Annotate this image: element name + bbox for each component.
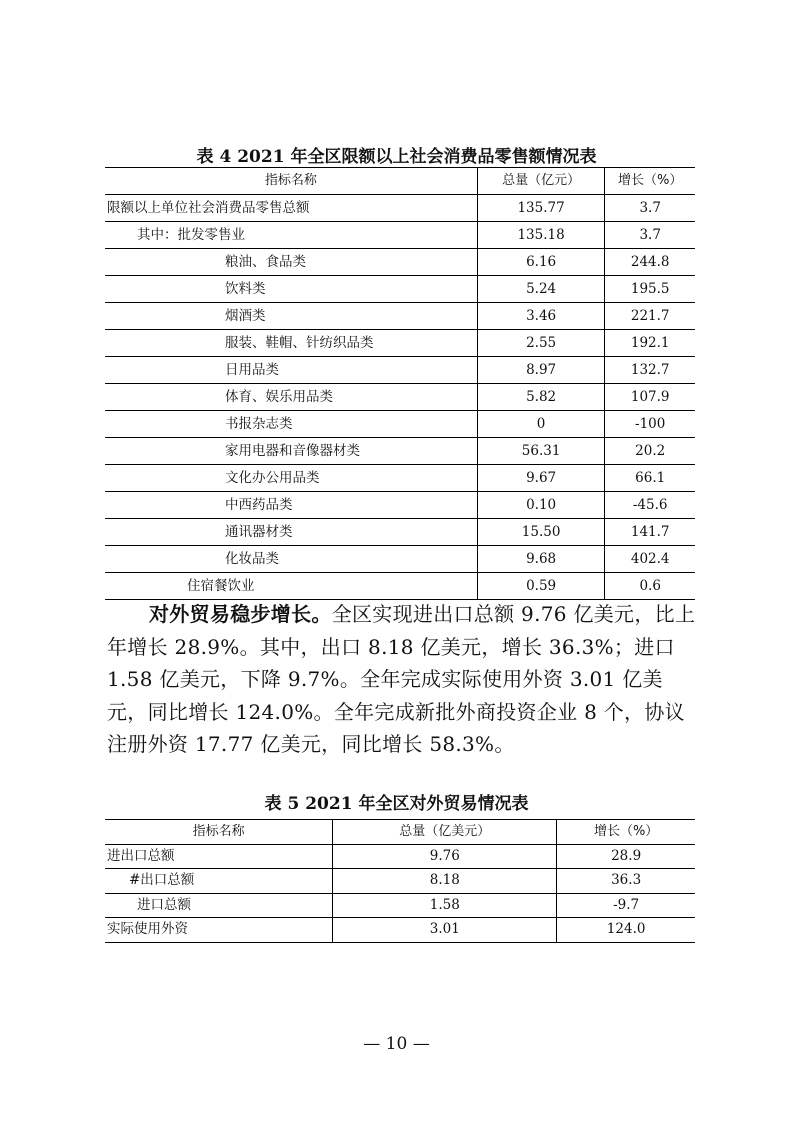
row-name: 家用电器和音像器材类	[225, 443, 360, 459]
row-name: 中西药品类	[225, 497, 293, 513]
row-total: 3.46	[477, 303, 605, 330]
row-growth: 221.7	[605, 303, 695, 330]
row-name: 实际使用外资	[107, 921, 188, 937]
row-name: 化妆品类	[225, 551, 279, 567]
row-total: 135.18	[477, 222, 605, 249]
row-total: 8.18	[333, 869, 557, 894]
table-row	[105, 546, 695, 573]
row-name: 书报杂志类	[225, 416, 293, 432]
row-total: 135.77	[477, 195, 605, 222]
foreign-trade-paragraph	[107, 598, 697, 761]
row-growth: 28.9	[557, 844, 695, 869]
row-growth: 36.3	[557, 869, 695, 894]
row-growth: 244.8	[605, 249, 695, 276]
header-total: 总量（亿美元）	[333, 820, 557, 845]
row-growth: 192.1	[605, 330, 695, 357]
row-name: 服装、鞋帽、针纺织品类	[225, 335, 374, 351]
row-total: 15.50	[477, 519, 605, 546]
row-growth: -100	[605, 411, 695, 438]
row-name: 体育、娱乐用品类	[225, 389, 333, 405]
row-growth: 3.7	[605, 222, 695, 249]
header-growth: 增长（%）	[557, 820, 695, 845]
row-total: 6.16	[477, 249, 605, 276]
header-indicator: 指标名称	[264, 173, 317, 188]
row-growth: 107.9	[605, 384, 695, 411]
row-growth: 141.7	[605, 519, 695, 546]
table-row	[105, 519, 695, 546]
row-total: 9.68	[477, 546, 605, 573]
row-growth: -45.6	[605, 492, 695, 519]
row-growth: 124.0	[557, 918, 695, 943]
table-row	[105, 869, 695, 894]
header-indicator: 指标名称	[192, 824, 245, 839]
retail-sales-table	[105, 167, 695, 600]
row-name: 通讯器材类	[225, 524, 293, 540]
row-total: 8.97	[477, 357, 605, 384]
row-total: 3.01	[333, 918, 557, 943]
paragraph-body: 全区实现进出口总额 9.76 亿美元，比上年增长 28.9%。其中，出口 8.18 亿美元，增长 36.3%；进口 1.58 亿美元，下降 9.7%。全年完成实际使用外资 3.01 亿美元，同比增长 124.0%。全年完成新批外商投资企业 8 个，协议注册外资 17.77 亿美元，同比增长 58.3%。	[107, 602, 696, 757]
table4-caption: 表 4 2021 年全区限额以上社会消费品零售额情况表	[196, 147, 597, 167]
table-row	[105, 303, 695, 330]
table-row	[105, 438, 695, 465]
row-name: 饮料类	[225, 281, 266, 297]
table-row	[105, 465, 695, 492]
table-row	[105, 411, 695, 438]
row-growth: 195.5	[605, 276, 695, 303]
row-growth: 0.6	[605, 573, 695, 600]
row-name: 文化办公用品类	[225, 470, 320, 486]
row-total: 1.58	[333, 893, 557, 918]
header-growth: 增长（%）	[605, 168, 695, 195]
table-row	[105, 249, 695, 276]
row-growth: 132.7	[605, 357, 695, 384]
paragraph-lead: 对外贸易稳步增长。	[149, 602, 332, 626]
row-growth: 66.1	[605, 465, 695, 492]
table-row	[105, 918, 695, 943]
row-name: 限额以上单位社会消费品零售总额	[107, 200, 310, 216]
row-name: 进出口总额	[107, 847, 175, 864]
row-name: 住宿餐饮业	[187, 578, 255, 594]
row-growth: -9.7	[557, 893, 695, 918]
foreign-trade-table	[105, 819, 695, 943]
row-name: 烟酒类	[225, 308, 266, 324]
row-name: 进口总额	[137, 896, 191, 913]
row-growth: 402.4	[605, 546, 695, 573]
table-row	[105, 844, 695, 869]
row-name: 日用品类	[225, 362, 279, 378]
table-row	[105, 357, 695, 384]
page-number: — 10 —	[363, 1034, 430, 1054]
table-row	[105, 195, 695, 222]
table-row	[105, 492, 695, 519]
table-row	[105, 893, 695, 918]
row-total: 9.67	[477, 465, 605, 492]
row-total: 5.24	[477, 276, 605, 303]
table-row	[105, 222, 695, 249]
row-name: 其中：批发零售业	[137, 227, 245, 243]
row-name: 粮油、食品类	[225, 254, 306, 270]
row-name: #出口总额	[129, 872, 195, 888]
table-header-row	[105, 820, 695, 845]
row-total: 0	[477, 411, 605, 438]
row-total: 0.59	[477, 573, 605, 600]
header-total: 总量（亿元）	[477, 168, 605, 195]
row-total: 9.76	[333, 844, 557, 869]
row-growth: 3.7	[605, 195, 695, 222]
row-total: 5.82	[477, 384, 605, 411]
table5-caption: 表 5 2021 年全区对外贸易情况表	[264, 794, 529, 814]
row-growth: 20.2	[605, 438, 695, 465]
row-total: 0.10	[477, 492, 605, 519]
row-total: 2.55	[477, 330, 605, 357]
table-header-row	[105, 168, 695, 195]
table-row	[105, 330, 695, 357]
table-row	[105, 276, 695, 303]
table-row	[105, 573, 695, 600]
table-row	[105, 384, 695, 411]
row-total: 56.31	[477, 438, 605, 465]
